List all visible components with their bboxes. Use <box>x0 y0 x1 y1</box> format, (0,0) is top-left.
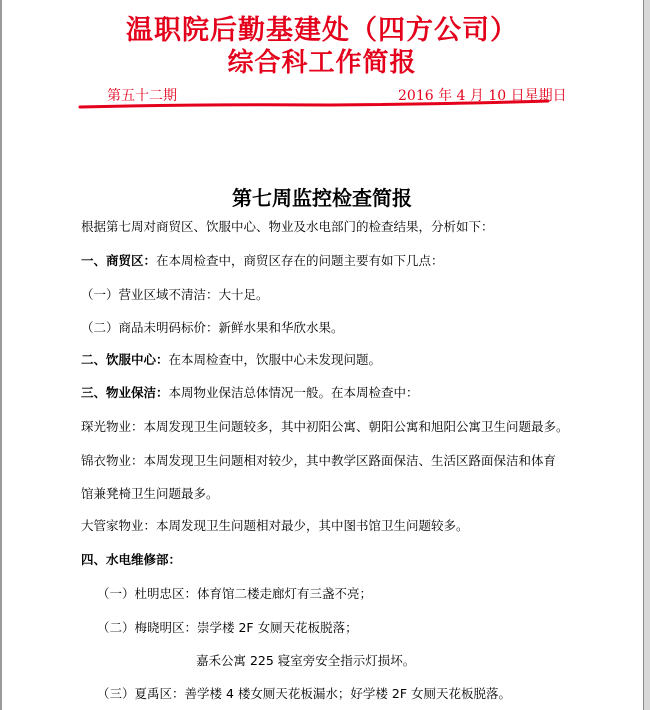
section-1-text: 在本周检查中，商贸区存在的问题主要有如下几点： <box>156 253 444 268</box>
section-1-heading: 一、商贸区： <box>81 253 157 268</box>
red-header-rule <box>0 0 650 120</box>
issue-number: 第五十二期 <box>107 88 177 104</box>
section-3-paragraph-2-line-1: 锦衣物业：本周发现卫生问题相对较少，其中教学区路面保洁、生活区路面保洁和体育 <box>81 453 557 468</box>
section-2-text: 在本周检查中，饮服中心未发现问题。 <box>168 352 382 367</box>
bulletin-org-title: 温职院后勤基建处（四方公司） <box>126 15 518 46</box>
section-4-item-3: （三）夏禹区：善学楼 4 楼女厕天花板漏水；好学楼 2F 女厕天花板脱落。 <box>97 686 511 701</box>
report-title: 第七周监控检查简报 <box>232 186 412 210</box>
issue-date: 2016 年 4 月 10 日星期日 <box>398 88 567 104</box>
section-2-heading: 二、饮服中心： <box>81 352 169 367</box>
section-1-item-2: （二）商品未明码标价：新鲜水果和华欣水果。 <box>81 320 344 335</box>
section-4-item-1: （一）杜明忠区：体育馆二楼走廊灯有三盏不亮； <box>97 586 373 601</box>
section-3-paragraph <box>81 385 419 401</box>
section-3-paragraph-3: 大管家物业：本周发现卫生问题相对最少，其中图书馆卫生问题较多。 <box>81 518 469 533</box>
section-2-paragraph <box>81 352 381 368</box>
section-4-item-2: （二）梅晓明区：崇学楼 2F 女厕天花板脱落； <box>97 620 358 635</box>
section-1-item-1: （一）营业区域不清洁：大十足。 <box>81 287 269 302</box>
section-3-paragraph-2-line-2: 馆兼凳椅卫生问题最多。 <box>81 486 219 501</box>
bulletin-name-title: 综合科工作简报 <box>227 48 417 78</box>
section-3-paragraph-1: 琛光物业：本周发现卫生问题较多，其中初阳公寓、朝阳公寓和旭阳公寓卫生问题最多。 <box>81 419 569 434</box>
section-4-heading: 四、水电维修部： <box>81 552 182 567</box>
section-3-text: 本周物业保洁总体情况一般。在本周检查中： <box>168 385 419 400</box>
section-4-item-2-continued: 嘉禾公寓 225 寝室旁安全指示灯损坏。 <box>196 653 416 668</box>
section-3-heading: 三、物业保洁： <box>81 385 169 400</box>
intro-paragraph: 根据第七周对商贸区、饮服中心、物业及水电部门的检查结果，分析如下： <box>81 219 494 234</box>
section-1-paragraph <box>81 253 444 269</box>
